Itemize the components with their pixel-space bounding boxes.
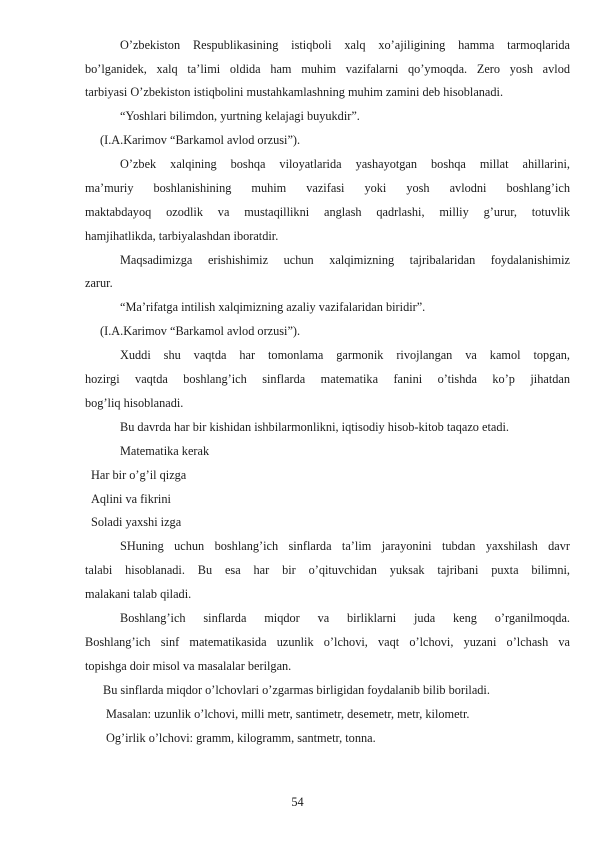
text-line: O’zbekiston Respublikasining istiqboli xalq xo’ajiligining hamma tarmoqlarida — [120, 38, 570, 52]
poem-line: Har bir o’g’il qizga — [91, 468, 187, 482]
text-line: SHuning uchun boshlang’ich sinflarda ta’lim jarayonini tubdan yaxshilash davr — [120, 539, 570, 553]
text-line: hamjihatlikda, tarbiyalashdan iboratdir. — [85, 229, 279, 243]
quote-line: “Ma’rifatga intilish xalqimizning azaliy vazifalaridan biridir”. — [120, 300, 426, 314]
text-line: talabi hisoblanadi. Bu esa har bir o’qituvchidan yuksak tajribani puxta bilimni, — [85, 563, 570, 577]
text-line: Boshlang’ich sinf matematikasida uzunlik o’lchovi, vaqt o’lchovi, yuzani o’lchash va — [85, 635, 570, 649]
text-line: maktabdayoq ozodlik va mustaqillikni anglash qadrlashi, milliy g’urur, totuvlik — [85, 205, 570, 219]
text-line: O’zbek xalqining boshqa viloyatlarida yashayotgan boshqa millat ahillarini, — [120, 157, 570, 171]
text-line: malakani talab qiladi. — [85, 587, 192, 601]
poem-line: Soladi yaxshi izga — [91, 515, 182, 529]
quote-line: “Yoshlari bilimdon, yurtning kelajagi buyukdir”. — [120, 109, 360, 123]
text-line: Bu sinflarda miqdor o’lchovlari o’zgarmas birligidan foydalanib bilib boriladi. — [103, 683, 490, 697]
page-number: 54 — [291, 795, 304, 809]
poem-line: Matematika kerak — [120, 444, 210, 458]
text-line: bo’lganidek, xalq ta’limi oldida ham muhim vazifalarni qo’ymoqda. Zero yosh avlod — [85, 62, 570, 76]
text-line: Xuddi shu vaqtda har tomonlama garmonik rivojlangan va kamol topgan, — [120, 348, 570, 362]
poem-line: Aqlini va fikrini — [91, 492, 171, 506]
text-line: zarur. — [85, 276, 113, 290]
citation-line: (I.A.Karimov “Barkamol avlod orzusi”). — [100, 324, 301, 338]
text-line: Masalan: uzunlik o’lchovi, milli metr, santimetr, desemetr, metr, kilometr. — [106, 707, 470, 721]
citation-line: (I.A.Karimov “Barkamol avlod orzusi”). — [100, 133, 301, 147]
text-line: tarbiyasi O’zbekiston istiqbolini mustahkamlashning muhim zamini deb hisoblanadi. — [85, 85, 504, 99]
text-line: Bu davrda har bir kishidan ishbilarmonlikni, iqtisodiy hisob-kitob taqazo etadi. — [120, 420, 509, 434]
text-line: Boshlang’ich sinflarda miqdor va birliklarni juda keng o’rganilmoqda. — [120, 611, 570, 625]
text-line: Maqsadimizga erishishimiz uchun xalqimizning tajribalaridan foydalanishimiz — [120, 253, 570, 267]
text-line: Og’irlik o’lchovi: gramm, kilogramm, santmetr, tonna. — [106, 731, 376, 745]
text-line: topishga doir misol va masalalar berilgan. — [85, 659, 292, 673]
text-line: hozirgi vaqtda boshlang’ich sinflarda matematika fanini o’tishda ko’p jihatdan — [85, 372, 570, 386]
text-line: ma’muriy boshlanishining muhim vazifasi yoki yosh avlodni boshlang’ich — [85, 181, 570, 195]
text-line: bog’liq hisoblanadi. — [85, 396, 184, 410]
